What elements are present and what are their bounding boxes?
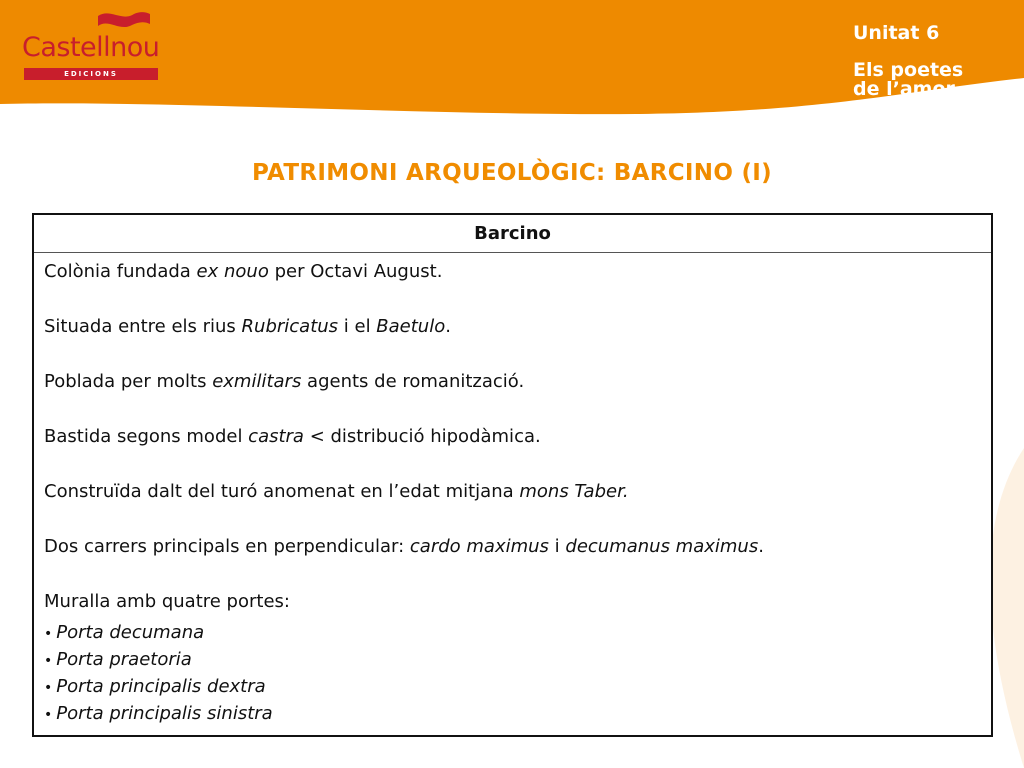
- bullet-icon: •: [44, 626, 53, 642]
- fact-foundation: Colònia fundada ex nouo per Octavi August.: [44, 261, 443, 282]
- content-table: [32, 213, 993, 737]
- castellnou-logo: [22, 6, 162, 78]
- bullet-icon: •: [44, 653, 53, 669]
- unit-number: Unitat 6: [853, 22, 940, 44]
- logo-subline: EDICIONS: [24, 68, 158, 80]
- fact-streets: Dos carrers principals en perpendicular: cardo maximus i decumanus maximus.: [44, 536, 764, 557]
- unit-info: [853, 24, 993, 99]
- page-title: PATRIMONI ARQUEOLÒGIC: BARCINO (I): [252, 160, 772, 186]
- gate-list: [44, 619, 981, 727]
- fact-model: Bastida segons model castra < distribució hipodàmica.: [44, 426, 541, 447]
- fact-wall: Muralla amb quatre portes:: [44, 591, 290, 612]
- fact-population: Poblada per molts exmilitars agents de romanització.: [44, 371, 525, 392]
- list-item: • Porta decumana: [44, 622, 205, 643]
- table-header: Barcino: [34, 215, 991, 253]
- bullet-icon: •: [44, 680, 53, 696]
- logo-wordmark: Castellnou: [22, 32, 160, 63]
- flag-icon: [96, 10, 152, 34]
- list-item: • Porta principalis sinistra: [44, 703, 273, 724]
- unit-title: Els poetes de l’amor: [853, 59, 964, 100]
- fact-location: Situada entre els rius Rubricatus i el Baetulo.: [44, 316, 451, 337]
- table-body: [34, 253, 991, 735]
- fact-hill: Construïda dalt del turó anomenat en l’edat mitjana mons Taber.: [44, 481, 629, 502]
- list-item: • Porta praetoria: [44, 649, 192, 670]
- bullet-icon: •: [44, 707, 53, 723]
- list-item: • Porta principalis dextra: [44, 676, 266, 697]
